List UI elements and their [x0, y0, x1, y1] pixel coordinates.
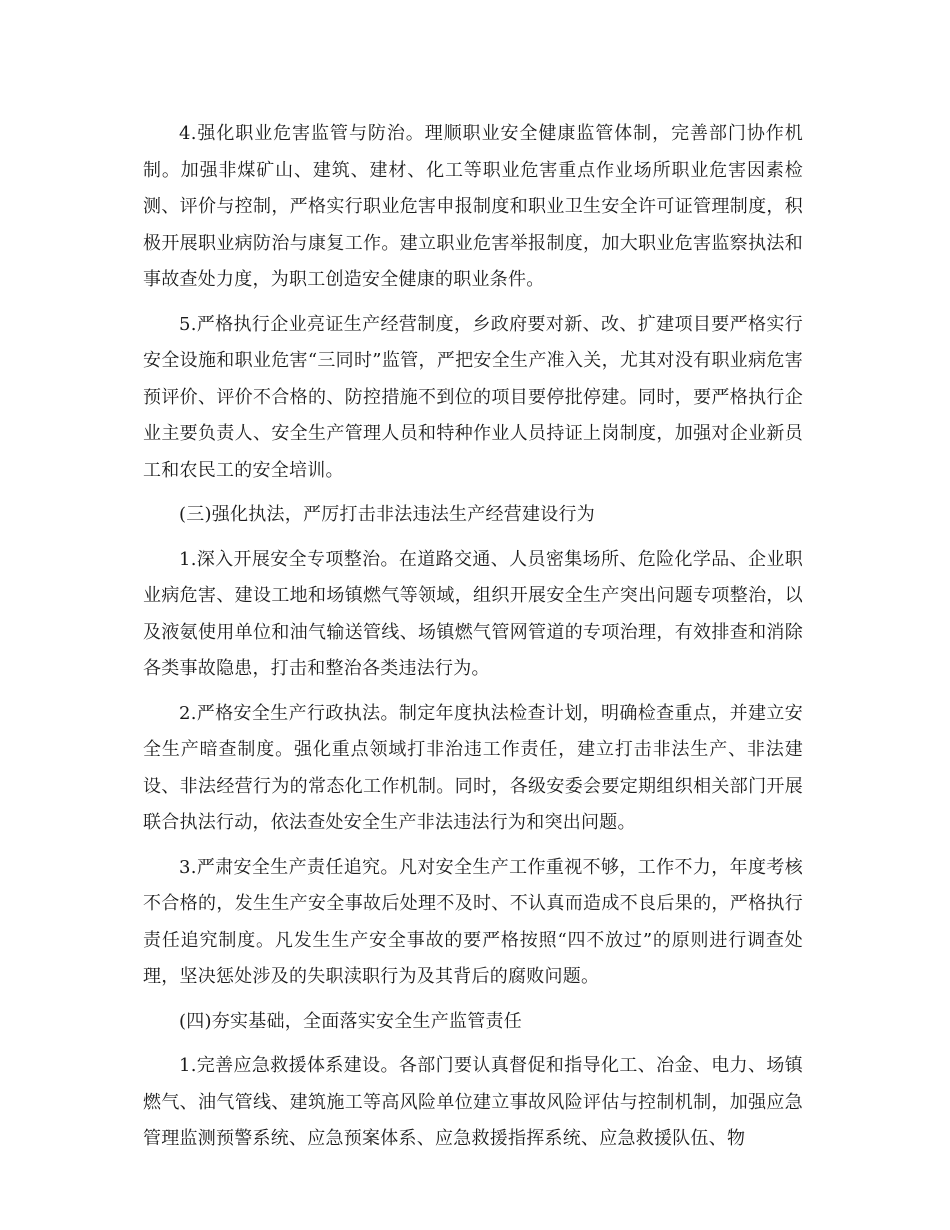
paragraph-administrative-enforcement: 2.严格安全生产行政执法。制定年度执法检查计划，明确检查重点，并建立安全生产暗查制度。强化重点领域打非治违工作责任，建立打击非法生产、非法建设、非法经营行为的常态化工作机制。同时，各级安委会要定期组织相关部门开展联合执法行动，依法查处安全生产非法违法行为和突出问题。: [143, 702, 803, 833]
paragraph-occupational-hazard: 4.强化职业危害监管与防治。理顺职业安全健康监管体制，完善部门协作机制。加强非煤矿山、建筑、建材、化工等职业危害重点作业场所职业危害因素检测、评价与控制，严格实行职业危害申报制度和职业卫生安全许可证管理制度，积极开展职业病防治与康复工作。建立职业危害举报制度，加大职业危害监察执法和事故查处力度，为职工创造安全健康的职业条件。: [143, 123, 803, 290]
section-heading-4: (四)夯实基础，全面落实安全生产监管责任: [179, 1010, 523, 1032]
section-heading-3: (三)强化执法，严厉打击非法违法生产经营建设行为: [179, 504, 596, 525]
paragraph-accountability: 3.严肃安全生产责任追究。凡对安全生产工作重视不够，工作不力，年度考核不合格的，发生生产安全事故后处理不及时、不认真而造成不良后果的，严格执行责任追究制度。凡发生生产安全事故的要严格按照“四不放过”的原则进行调查处理，坚决惩处涉及的失职渎职行为及其背后的腐败问题。: [143, 856, 803, 987]
document-page: [143, 116, 803, 1166]
paragraph-emergency-rescue: 1.完善应急救援体系建设。各部门要认真督促和指导化工、冶金、电力、场镇燃气、油气管线、建筑施工等高风险单位建立事故风险评估与控制机制，加强应急管理监测预警系统、应急预案体系、应急救援指挥系统、应急救援队伍、物: [143, 1055, 803, 1149]
paragraph-licensed-operation: 5.严格执行企业亮证生产经营制度，乡政府要对新、改、扩建项目要严格实行安全设施和职业危害“三同时”监管，严把安全生产准入关，尤其对没有职业病危害预评价、评价不合格的、防控措施不到位的项目要停批停建。同时，要严格执行企业主要负责人、安全生产管理人员和特种作业人员持证上岗制度，加强对企业新员工和农民工的安全培训。: [143, 313, 803, 481]
paragraph-special-rectification: 1.深入开展安全专项整治。在道路交通、人员密集场所、危险化学品、企业职业病危害、建设工地和场镇燃气等领域，组织开展安全生产突出问题专项整治，以及液氨使用单位和油气输送管线、场镇燃气管网管道的专项治理，有效排查和消除各类事故隐患，打击和整治各类违法行为。: [143, 548, 803, 679]
